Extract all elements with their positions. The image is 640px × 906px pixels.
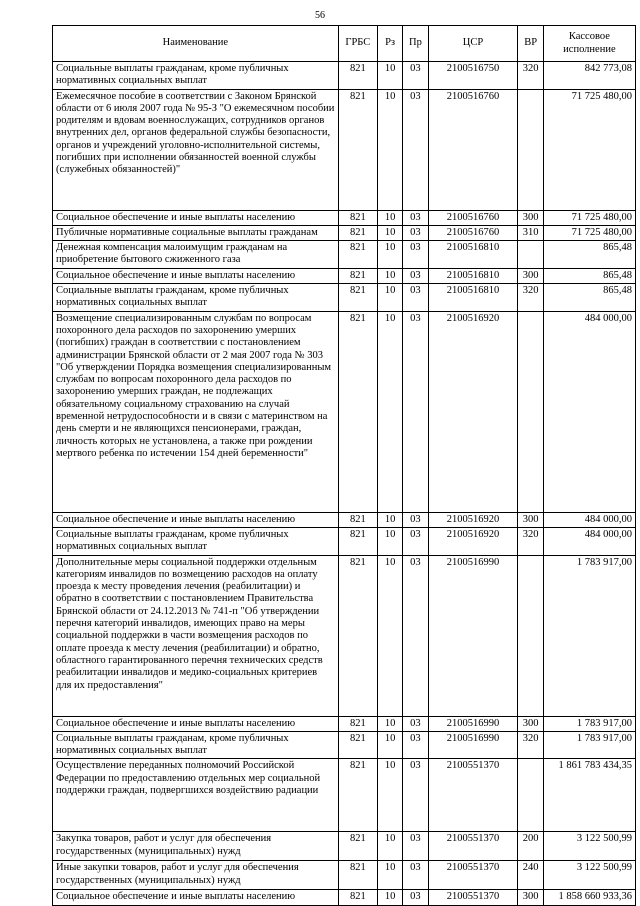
cell-pr: 03 — [403, 210, 428, 225]
cell-grbs: 821 — [338, 62, 377, 90]
table-row — [53, 241, 636, 269]
cell-csr: 2100516810 — [428, 284, 518, 312]
cell-rz: 10 — [377, 759, 402, 832]
cell-csr: 2100516810 — [428, 268, 518, 283]
cell-rz: 10 — [377, 890, 402, 905]
cell-grbs: 821 — [338, 555, 377, 716]
cell-grbs: 821 — [338, 731, 377, 759]
cell-csr: 2100551370 — [428, 861, 518, 890]
cell-vr: 300 — [518, 268, 543, 283]
cell-rz: 10 — [377, 284, 402, 312]
table-row — [53, 284, 636, 312]
cell-csr: 2100516920 — [428, 311, 518, 512]
cell-grbs: 821 — [338, 268, 377, 283]
table-row — [53, 716, 636, 731]
cell-sum: 1 783 917,00 — [543, 731, 635, 759]
cell-pr: 03 — [403, 241, 428, 269]
cell-pr: 03 — [403, 62, 428, 90]
header-grbs: ГРБС — [338, 26, 377, 62]
cell-sum: 865,48 — [543, 241, 635, 269]
cell-rz: 10 — [377, 832, 402, 861]
cell-csr: 2100516760 — [428, 210, 518, 225]
cell-name: Социальные выплаты гражданам, кроме публичных нормативных социальных выплат — [53, 284, 339, 312]
header-rz: Рз — [377, 26, 402, 62]
cell-rz: 10 — [377, 311, 402, 512]
page-number: 56 — [315, 10, 325, 21]
cell-rz: 10 — [377, 861, 402, 890]
cell-vr — [518, 311, 543, 512]
cell-name: Социальные выплаты гражданам, кроме публичных нормативных социальных выплат — [53, 62, 339, 90]
cell-rz: 10 — [377, 268, 402, 283]
cell-pr: 03 — [403, 861, 428, 890]
cell-rz: 10 — [377, 62, 402, 90]
cell-sum: 71 725 480,00 — [543, 225, 635, 240]
table-row — [53, 555, 636, 716]
cell-csr: 2100516920 — [428, 527, 518, 555]
cell-csr: 2100516760 — [428, 225, 518, 240]
header-csr: ЦСР — [428, 26, 518, 62]
cell-rz: 10 — [377, 527, 402, 555]
cell-grbs: 821 — [338, 311, 377, 512]
cell-name: Денежная компенсация малоимущим гражданам на приобретение бытового сжиженного газа — [53, 241, 339, 269]
cell-sum: 1 783 917,00 — [543, 555, 635, 716]
cell-csr: 2100516760 — [428, 89, 518, 210]
table-row — [53, 210, 636, 225]
cell-vr: 300 — [518, 890, 543, 905]
cell-name: Социальные выплаты гражданам, кроме публичных нормативных социальных выплат — [53, 527, 339, 555]
cell-name: Закупка товаров, работ и услуг для обеспечения государственных (муниципальных) нужд — [53, 832, 339, 861]
cell-sum: 484 000,00 — [543, 512, 635, 527]
cell-name: Социальное обеспечение и иные выплаты населению — [53, 210, 339, 225]
cell-vr: 320 — [518, 731, 543, 759]
cell-pr: 03 — [403, 716, 428, 731]
cell-sum: 1 861 783 434,35 — [543, 759, 635, 832]
cell-vr — [518, 89, 543, 210]
cell-pr: 03 — [403, 832, 428, 861]
cell-sum: 3 122 500,99 — [543, 861, 635, 890]
cell-csr: 2100516990 — [428, 555, 518, 716]
cell-pr: 03 — [403, 555, 428, 716]
cell-csr: 2100516990 — [428, 716, 518, 731]
header-sum: Кассовое исполнение — [543, 26, 635, 62]
table-row — [53, 89, 636, 210]
table-row — [53, 225, 636, 240]
cell-grbs: 821 — [338, 210, 377, 225]
cell-pr: 03 — [403, 89, 428, 210]
cell-sum: 484 000,00 — [543, 527, 635, 555]
cell-name: Возмещение специализированным службам по вопросам похоронного дела расходов по захоронению умерших (погибших) граждан в соответствии с постановлением администрации Брянской области от 2 мая 2007 года № 303 "Об утверждении Порядка возмещения специализированным службам по вопросам похоронного дела расходов по захоронению умерших граждан, не подлежащих обязательному социальному страхованию на случай временной нетрудоспособности и в связи с материнством на день смерти и не являющихся пенсионерами, граждан, личность которых не установлена, а также при рождении мертвого ребенка по истечении 154 дней беременности" — [53, 311, 339, 512]
cell-name: Социальное обеспечение и иные выплаты населению — [53, 268, 339, 283]
table-row — [53, 527, 636, 555]
table-row — [53, 62, 636, 90]
cell-grbs: 821 — [338, 241, 377, 269]
cell-pr: 03 — [403, 268, 428, 283]
table-row — [53, 832, 636, 861]
cell-grbs: 821 — [338, 759, 377, 832]
cell-grbs: 821 — [338, 512, 377, 527]
cell-pr: 03 — [403, 311, 428, 512]
table-row — [53, 759, 636, 832]
cell-sum: 71 725 480,00 — [543, 89, 635, 210]
cell-name: Социальное обеспечение и иные выплаты населению — [53, 716, 339, 731]
cell-grbs: 821 — [338, 861, 377, 890]
table-row — [53, 311, 636, 512]
cell-grbs: 821 — [338, 89, 377, 210]
cell-pr: 03 — [403, 527, 428, 555]
cell-name: Публичные нормативные социальные выплаты гражданам — [53, 225, 339, 240]
cell-vr: 310 — [518, 225, 543, 240]
cell-rz: 10 — [377, 716, 402, 731]
cell-grbs: 821 — [338, 284, 377, 312]
cell-csr: 2100551370 — [428, 890, 518, 905]
cell-sum: 865,48 — [543, 268, 635, 283]
table-header-row — [53, 26, 636, 62]
cell-vr: 300 — [518, 716, 543, 731]
cell-csr: 2100516920 — [428, 512, 518, 527]
cell-vr: 200 — [518, 832, 543, 861]
cell-sum: 842 773,08 — [543, 62, 635, 90]
cell-csr: 2100551370 — [428, 759, 518, 832]
header-vr: ВР — [518, 26, 543, 62]
cell-vr — [518, 555, 543, 716]
cell-rz: 10 — [377, 512, 402, 527]
cell-grbs: 821 — [338, 225, 377, 240]
cell-sum: 71 725 480,00 — [543, 210, 635, 225]
cell-rz: 10 — [377, 210, 402, 225]
cell-pr: 03 — [403, 225, 428, 240]
table-row — [53, 731, 636, 759]
table-row — [53, 861, 636, 890]
cell-rz: 10 — [377, 89, 402, 210]
cell-vr: 320 — [518, 62, 543, 90]
cell-sum: 1 783 917,00 — [543, 716, 635, 731]
cell-vr: 300 — [518, 512, 543, 527]
cell-rz: 10 — [377, 555, 402, 716]
cell-grbs: 821 — [338, 890, 377, 905]
cell-csr: 2100551370 — [428, 832, 518, 861]
cell-name: Дополнительные меры социальной поддержки отдельным категориям инвалидов по возмещению расходов на оплату проезда к месту проведения лечения (реабилитации) и обратно в соответствии с постановлением Правительства Брянской области от 24.12.2013 № 741-п "Об утверждении перечня категорий инвалидов, имеющих право на меры социальной поддержки в части возмещения расходов по оплате проезда к месту лечения (реабилитации) и обратно, областного гарантированного перечня технических средств реабилитации инвалидов и медико-социальных критериев для их предоставления" — [53, 555, 339, 716]
cell-pr: 03 — [403, 759, 428, 832]
cell-csr: 2100516750 — [428, 62, 518, 90]
header-name: Наименование — [53, 26, 339, 62]
cell-vr — [518, 241, 543, 269]
cell-name: Социальные выплаты гражданам, кроме публичных нормативных социальных выплат — [53, 731, 339, 759]
cell-pr: 03 — [403, 890, 428, 905]
cell-name: Ежемесячное пособие в соответствии с Законом Брянской области от 6 июля 2007 года № 95-З "О ежемесячном пособии родителям и вдовам военнослужащих, сотрудников органов внутренних дел, органов федеральной службы безопасности, органов и учреждений уголовно-исполнительной системы, погибших при исполнении обязанностей военной службы (служебных обязанностей)" — [53, 89, 339, 210]
cell-rz: 10 — [377, 731, 402, 759]
cell-sum: 865,48 — [543, 284, 635, 312]
cell-rz: 10 — [377, 225, 402, 240]
table-row — [53, 512, 636, 527]
cell-vr: 240 — [518, 861, 543, 890]
table-row — [53, 268, 636, 283]
cell-name: Социальное обеспечение и иные выплаты населению — [53, 512, 339, 527]
budget-table — [52, 25, 636, 906]
cell-name: Иные закупки товаров, работ и услуг для обеспечения государственных (муниципальных) нужд — [53, 861, 339, 890]
cell-vr — [518, 759, 543, 832]
cell-sum: 1 858 660 933,36 — [543, 890, 635, 905]
header-pr: Пр — [403, 26, 428, 62]
cell-sum: 484 000,00 — [543, 311, 635, 512]
cell-vr: 300 — [518, 210, 543, 225]
cell-grbs: 821 — [338, 716, 377, 731]
cell-csr: 2100516810 — [428, 241, 518, 269]
cell-sum: 3 122 500,99 — [543, 832, 635, 861]
cell-vr: 320 — [518, 284, 543, 312]
cell-grbs: 821 — [338, 527, 377, 555]
cell-grbs: 821 — [338, 832, 377, 861]
cell-rz: 10 — [377, 241, 402, 269]
cell-pr: 03 — [403, 731, 428, 759]
cell-pr: 03 — [403, 284, 428, 312]
cell-name: Социальное обеспечение и иные выплаты населению — [53, 890, 339, 905]
cell-name: Осуществление переданных полномочий Российской Федерации по предоставлению отдельных мер социальной поддержки граждан, подвергшихся воздействию радиации — [53, 759, 339, 832]
cell-csr: 2100516990 — [428, 731, 518, 759]
cell-pr: 03 — [403, 512, 428, 527]
cell-vr: 320 — [518, 527, 543, 555]
table-row — [53, 890, 636, 905]
